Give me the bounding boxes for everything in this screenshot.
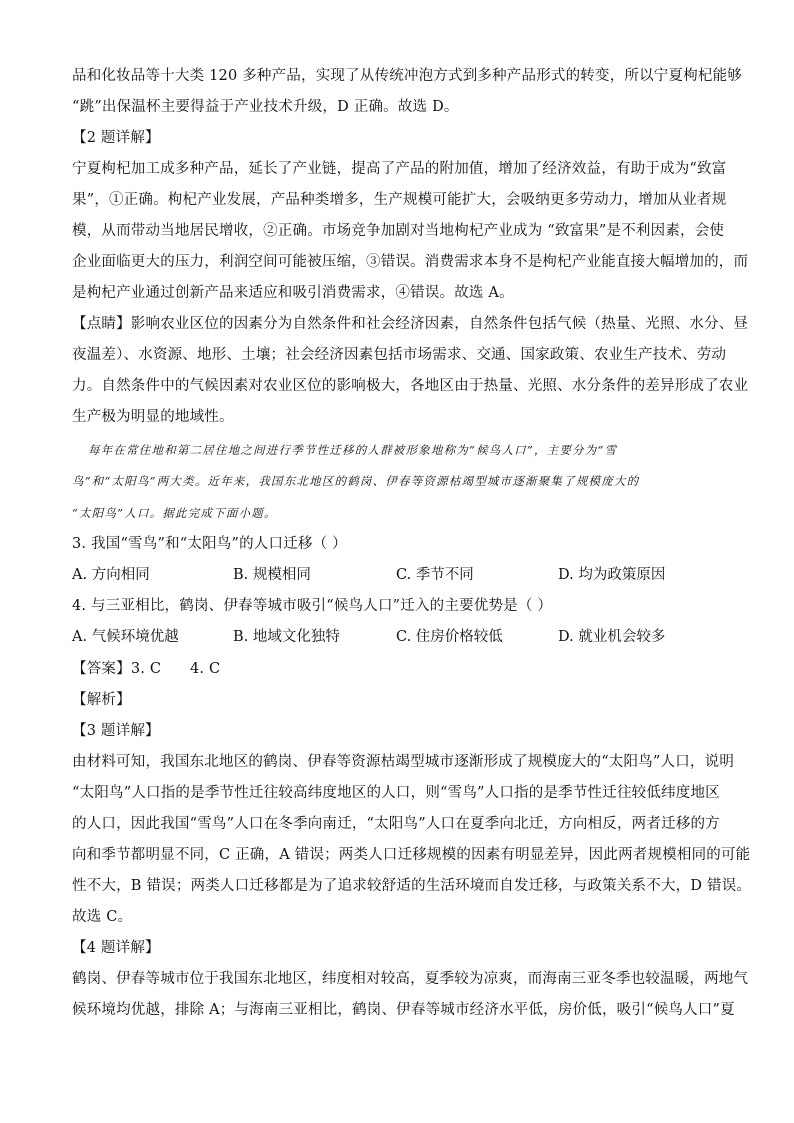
q2-detail-line: 企业面临更大的压力，利润空间可能被压缩，③错误。消费需求本身不是枸杞产业能直接大幅增加的，而 (72, 254, 749, 270)
q3-detail-line: 向和季节都明显不同，C 正确，A 错误；两类人口迁移规模的因素有明显差异，因此两者规模相同的可能 (72, 847, 751, 863)
answer-value: 3. C 4. C (130, 661, 221, 677)
q3-option-a: A. 方向相同 (72, 567, 150, 583)
q4-detail-line: 候环境均优越，排除 A；与海南三亚相比，鹤岗、伊春等城市经济水平低，房价低，吸引“候鸟人口”夏 (72, 1002, 735, 1018)
answer-line (72, 659, 732, 679)
q3-option-d: D. 均为政策原因 (558, 567, 666, 583)
dianjing-line: 【点睛】影响农业区位的因素分为自然条件和社会经济因素，自然条件包括气候（热量、光照、水分、昼 (72, 316, 749, 332)
q4-option-a: A. 气候环境优越 (72, 629, 179, 645)
q2-detail-line: 果”，①正确。枸杞产业发展，产品种类增多，生产规模可能扩大，会吸纳更多劳动力，增加从业者规 (72, 192, 727, 208)
q3-detail-heading: 【3 题详解】 (72, 723, 160, 739)
q4-detail-line: 鹤岗、伊春等城市位于我国东北地区，纬度相对较高，夏季较为凉爽，而海南三亚冬季也较温暖，两地气 (72, 971, 749, 987)
q4-option-c: C. 住房价格较低 (396, 629, 503, 645)
q3-detail-line: “太阳鸟”人口指的是季节性迁往较高纬度地区的人口，则“雪鸟”人口指的是季节性迁往较低纬度地区 (72, 785, 720, 801)
dianjing-line: 夜温差）、水资源、地形、土壤；社会经济因素包括市场需求、交通、国家政策、农业生产技术、劳动 (72, 347, 727, 363)
q3-option-c: C. 季节不同 (396, 567, 474, 583)
q3-detail-line: 性不大，B 错误；两类人口迁移都是为了追求较舒适的生活环境而自发迁移，与政策关系不大，D 错误。 (72, 878, 752, 894)
q2-detail-heading: 【2 题详解】 (72, 130, 160, 146)
q2-detail-line: 宁夏枸杞加工成多种产品，延长了产业链，提高了产品的附加值，增加了经济效益，有助于成为“致富 (72, 161, 727, 177)
q4-detail-heading: 【4 题详解】 (72, 940, 160, 956)
q2-detail-line: 模，从而带动当地居民增收，②正确。市场竞争加剧对当地枸杞产业成为 “致富果”是不利因素，会使 (72, 223, 725, 239)
jiexi-heading: 【解析】 (72, 692, 131, 708)
dianjing-line: 生产极为明显的地域性。 (72, 409, 234, 425)
dianjing-line: 力。自然条件中的气候因素对农业区位的影响极大，各地区由于热量、光照、水分条件的差异形成了农业 (72, 378, 749, 394)
intro-line: “跳”出保温杯主要得益于产业技术升级，D 正确。故选 D。 (72, 99, 459, 115)
q3-option-b: B. 规模相同 (233, 567, 311, 583)
intro-line: 品和化妆品等十大类 120 多种产品，实现了从传统冲泡方式到多种产品形式的转变，所以宁夏枸杞能够 (72, 68, 742, 84)
material-line: 每年在常住地和第二居住地之间进行季节性迁移的人群被形象地称为“候鸟人口”，主要分为“雪 (88, 443, 618, 457)
answer-label: 【答案】 (72, 661, 131, 677)
q3-detail-line: 由材料可知，我国东北地区的鹤岗、伊春等资源枯竭型城市逐渐形成了规模庞大的“太阳鸟”人口，说明 (72, 754, 735, 770)
q4-stem: 4. 与三亚相比，鹤岗、伊春等城市吸引“候鸟人口”迁入的主要优势是（ ） (72, 598, 553, 614)
q4-option-d: D. 就业机会较多 (558, 629, 666, 645)
material-line: 鸟”和“太阳鸟”两大类。近年来，我国东北地区的鹤岗、伊春等资源枯竭型城市逐渐聚集了规模庞大的 (72, 474, 640, 488)
material-line: “太阳鸟”人口。据此完成下面小题。 (72, 506, 277, 520)
q3-detail-line: 故选 C。 (72, 909, 133, 925)
q2-detail-line: 是枸杞产业通过创新产品来适应和吸引消费需求，④错误。故选 A。 (72, 285, 514, 301)
q3-detail-line: 的人口，因此我国“雪鸟”人口在冬季向南迁，“太阳鸟”人口在夏季向北迁，方向相反，两者迁移的方 (72, 816, 720, 832)
q4-option-b: B. 地域文化独特 (233, 629, 340, 645)
q3-stem: 3. 我国“雪鸟”和“太阳鸟”的人口迁移（ ） (72, 536, 347, 552)
